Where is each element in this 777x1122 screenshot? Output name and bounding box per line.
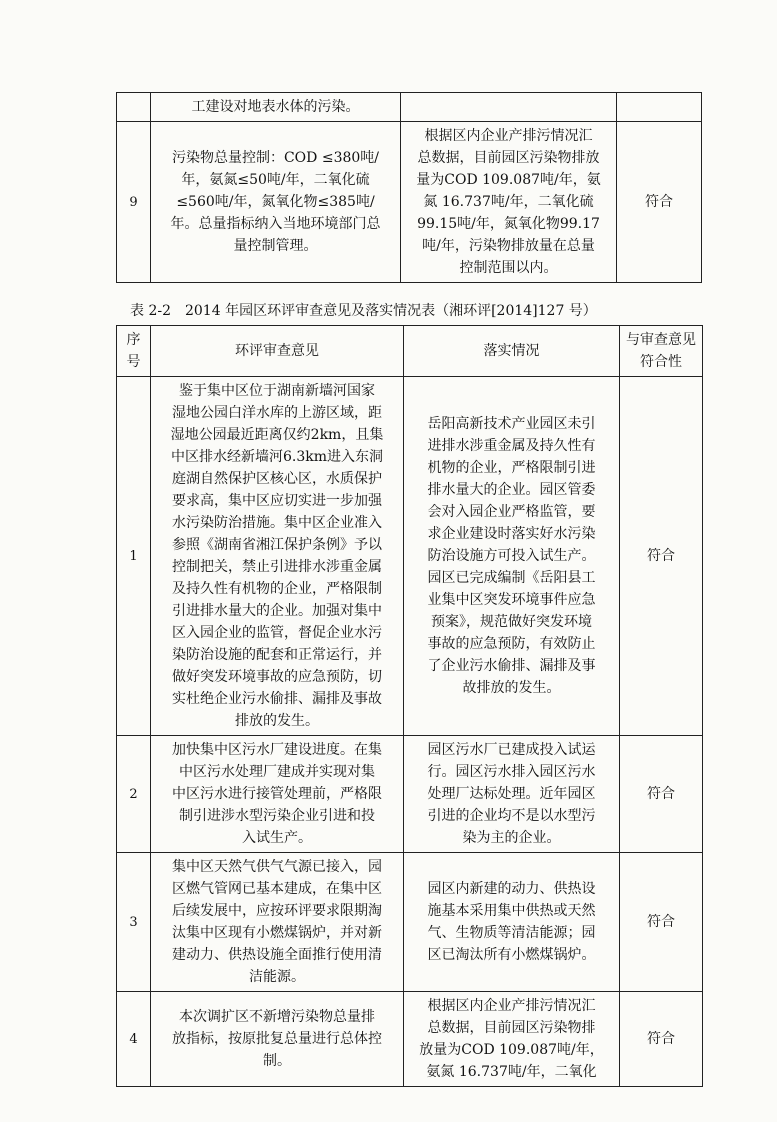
header-implementation: 落实情况 xyxy=(404,326,620,377)
opinion-cell: 集中区天然气供气气源已接入，园 区燃气管网已基本建成，在集中区 后续发展中，应按环评要求限期淘 汰集中区现有小燃煤锅炉，并对新 建动力、供热设施全面推行使用清 洁能源。 xyxy=(151,853,404,992)
opinion-cell: 加快集中区污水厂建设进度。在集 中区污水处理厂建成并实现对集 中区污水进行接管处理前，严格限 制引进涉水型污染企业引进和投 入试生产。 xyxy=(151,736,404,853)
table-row xyxy=(117,93,702,122)
table-row xyxy=(117,736,703,853)
compliance-cell: 符合 xyxy=(620,736,703,853)
table-row xyxy=(117,992,703,1087)
compliance-cell: 符合 xyxy=(617,122,702,283)
compliance-cell: 符合 xyxy=(620,853,703,992)
implementation-cell: 园区污水厂已建成投入试运 行。园区污水排入园区污水 处理厂达标处理。近年园区 引进的企业均不是以水型污 染为主的企业。 xyxy=(404,736,620,853)
row-number: 1 xyxy=(117,377,151,736)
row-number: 2 xyxy=(117,736,151,853)
continued-review-table xyxy=(116,92,702,283)
row-number: 4 xyxy=(117,992,151,1087)
header-row xyxy=(117,326,703,377)
header-compliance: 与审查意见 符合性 xyxy=(620,326,703,377)
compliance-cell: 符合 xyxy=(620,377,703,736)
table-caption: 表 2-2 2014 年园区环评审查意见及落实情况表（湘环评[2014]127 号） xyxy=(130,303,597,319)
row-number: 9 xyxy=(117,122,151,283)
compliance-cell: 符合 xyxy=(620,992,703,1087)
table-row xyxy=(117,122,702,283)
implementation-cell: 根据区内企业产排污情况汇 总数据，目前园区污染物排 放量为COD 109.087吨/年， 氨氮 16.737吨/年，二氧化 xyxy=(404,992,620,1087)
implementation-cell xyxy=(401,93,617,122)
table-row xyxy=(117,377,703,736)
row-number xyxy=(117,93,151,122)
opinion-cell: 本次调扩区不新增污染物总量排 放指标，按原批复总量进行总体控 制。 xyxy=(151,992,404,1087)
table-row xyxy=(117,853,703,992)
opinion-cell: 鉴于集中区位于湖南新墙河国家 湿地公园白洋水库的上游区域，距 湿地公园最近距离仅约2km，且集 中区排水经新墙河6.3km进入东洞 庭湖自然保护区核心区，水质保护 要求高，集中区应切实进一步加强 水污染防治措施。集中区企业准入 参照《湖南省湘江保护条例》予以 控制把关，禁止引进排水涉重金属 及持久性有机物的企业，严格限制 引进排水量大的企业。加强对集中 区入园企业的监管，督促企业水污 染防治设施的配套和正常运行，并 做好突发环境事故的应急预防，切 实杜绝企业污水偷排、漏排及事故 排放的发生。 xyxy=(151,377,404,736)
compliance-cell xyxy=(617,93,702,122)
row-number: 3 xyxy=(117,853,151,992)
requirement-cell: 污染物总量控制：COD ≤380吨/ 年，氨氮≤50吨/年，二氧化硫 ≤560吨/年，氮氧化物≤385吨/ 年。总量指标纳入当地环境部门总 量控制管理。 xyxy=(151,122,401,283)
header-number: 序 号 xyxy=(117,326,151,377)
review-opinions-table xyxy=(116,325,703,1087)
implementation-cell: 园区内新建的动力、供热设 施基本采用集中供热或天然 气、生物质等清洁能源；园 区已淘汰所有小燃煤锅炉。 xyxy=(404,853,620,992)
requirement-cell: 工建设对地表水体的污染。 xyxy=(151,93,401,122)
implementation-cell: 根据区内企业产排污情况汇 总数据，目前园区污染物排放 量为COD 109.087吨/年，氨 氮 16.737吨/年，二氧化硫 99.15吨/年，氮氧化物99.17 吨/年，污染物排放量在总量 控制范围以内。 xyxy=(401,122,617,283)
implementation-cell: 岳阳高新技术产业园区未引 进排水涉重金属及持久性有 机物的企业，严格限制引进 排水量大的企业。园区管委 会对入园企业严格监管，要 求企业建设时落实好水污染 防治设施方可投入试生产。 园区已完成编制《岳阳县工 业集中区突发环境事件应急 预案》，规范做好突发环境 事故的应急预防，有效防止 了企业污水偷排、漏排及事 故排放的发生。 xyxy=(404,377,620,736)
header-opinion: 环评审查意见 xyxy=(151,326,404,377)
